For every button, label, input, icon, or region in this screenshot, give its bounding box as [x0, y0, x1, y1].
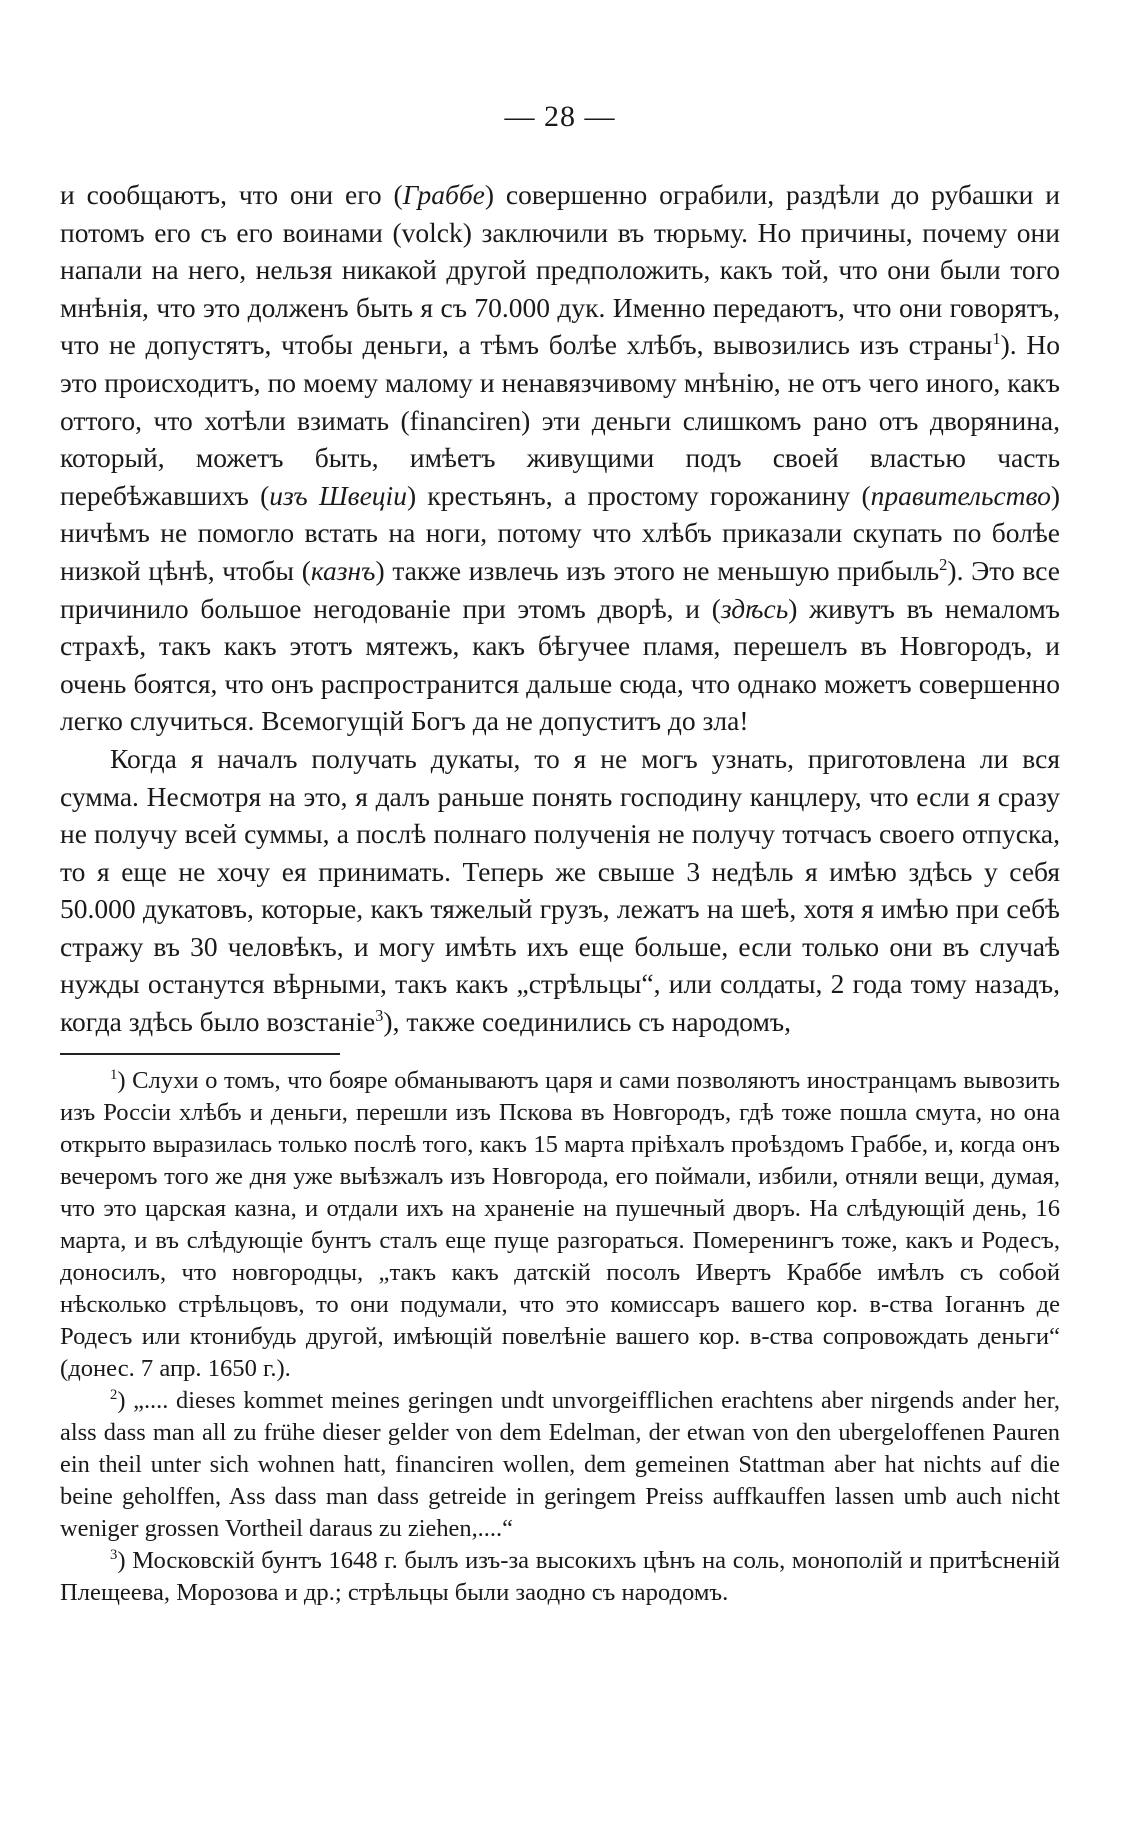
footnote-3 — [60, 1545, 1060, 1609]
footnote-mark: 1 — [110, 1066, 118, 1083]
page-number: — 28 — — [504, 100, 616, 133]
text-run: ). Но это происходитъ, по моему малому и ненавязчивому мнѣнію, не отъ чего иного, какъ оттого, что хотѣли взимать (financiren) эти деньги слишкомъ рано отъ дворянина, который, можетъ быть, имѣетъ живущими подъ своей властью часть перебѣжавшихъ ( — [60, 329, 1060, 511]
text-run: ) крестьянъ, а простому горожанину ( — [406, 479, 871, 511]
main-text — [60, 176, 1060, 1041]
footnote-divider — [60, 1053, 340, 1055]
footnote-ref-3: 3 — [375, 1005, 384, 1025]
footnote-mark: 2 — [110, 1386, 118, 1403]
footnote-mark: 3 — [110, 1546, 118, 1563]
text-run: ). Это все причинило большое негодованіе при этомъ дворѣ, и ( — [60, 554, 1060, 624]
text-run: ) также извлечь изъ этого не меньшую прибыль — [375, 554, 940, 586]
paragraph-2 — [60, 740, 1060, 1041]
text-run: ), также соединились съ народомъ, — [383, 1006, 791, 1038]
footnote-ref-1: 1 — [992, 329, 1001, 349]
book-page — [60, 100, 1060, 1609]
text-run: ) ничѣмъ не помогло встать на ноги, потому что хлѣбъ приказали скупать по болѣе низкой цѣнѣ, чтобы ( — [60, 479, 1061, 586]
italic-run: Граббе — [402, 179, 485, 210]
footnote-text: ) Слухи о томъ, что бояре обманываютъ царя и сами позволяютъ иностранцамъ вывозить изъ Россіи хлѣбъ и деньги, перешли изъ Пскова въ Новгородъ, гдѣ тоже пошла смута, но она открыто выразилась только послѣ того, какъ 15 марта пріѣхалъ проѣздомъ Граббе, и, когда онъ вечеромъ того же дня уже выѣзжалъ изъ Новгорода, его поймали, избили, отняли вещи, думая, что это царская казна, и отдали ихъ на храненіе на пушечный дворъ. На слѣдующій день, 16 марта, и въ слѣдующіе бунтъ сталъ еще пуще разгораться. Померенингъ тоже, какъ и Родесъ, доносилъ, что новгородцы, „такъ какъ датскій посолъ Ивертъ Краббе имѣлъ съ собой нѣсколько стрѣльцовъ, то они подумали, что это комиссаръ вашего кор. в-ства Іоганнъ де Родесъ или ктонибудь другой, имѣющій повелѣніе вашего кор. в-ства сопровождать деньги“ (донес. 7 апр. 1650 г.). — [60, 1066, 1060, 1382]
footnote-text: ) Московскій бунтъ 1648 г. былъ изъ-за высокихъ цѣнъ на соль, монополій и притѣсненій Плещеева, Морозова и др.; стрѣльцы были заодно съ народомъ. — [60, 1546, 1060, 1606]
footnote-1 — [60, 1065, 1060, 1385]
italic-run: правительство — [870, 479, 1051, 511]
footnote-ref-2: 2 — [939, 554, 948, 574]
paragraph-1 — [60, 176, 1060, 740]
italic-run: изъ Швеціи — [269, 479, 407, 511]
text-run: и сообщаютъ, что они его ( — [60, 179, 403, 210]
text-run: ) совершенно ограбили, раздѣли до рубашки и потомъ его съ его воинами (volck) заключили въ тюрьму. Но причины, почему они напали на него, нельзя никакой другой предположить, какъ той, что они были того мнѣнія, что это долженъ быть я съ 70.000 дук. Именно передаютъ, что они говорятъ, что не допустятъ, чтобы деньги, а тѣмъ болѣе хлѣбъ, вывозились изъ страны — [60, 179, 1060, 361]
footnote-2 — [60, 1385, 1060, 1545]
text-run: ) живутъ въ немаломъ страхѣ, такъ какъ этотъ мятежъ, какъ бѣгучее пламя, перешелъ въ Новгородъ, и очень боятся, что онъ распространится дальше сюда, что однако можетъ совершенно легко случиться. Всемогущій Богъ да не допуститъ до зла! — [60, 592, 1060, 737]
footnote-text: ) „.... dieses kommet meines geringen undt unvorgeifflichen erachtens aber nirgends ander her, alss dass man all zu frühe dieser gelder von dem Edelman, der etwan von den ubergeloffenen Pauren ein theil unter sich wohnen hatt, financiren wollen, dem gemeinen Stattman aber hat nichts auf die beine geholffen, Ass dass man dass getreide in geringem Preiss auffkauffen lassen umb auch nicht weniger grossen Vortheil daraus zu ziehen,....“ — [60, 1386, 1060, 1542]
italic-run: казнъ — [310, 554, 376, 586]
text-run: Когда я началъ получать дукаты, то я не могъ узнать, приготовлена ли вся сумма. Несмотря на это, я далъ раньше понять господину канцлеру, что если я сразу не получу всей суммы, а послѣ полнаго полученія не получу тотчасъ своего отпуска, то я еще не хочу ея принимать. Теперь же свыше 3 недѣль я имѣю здѣсь у себя 50.000 дукатовъ, которые, какъ тяжелый грузъ, лежатъ на шеѣ, хотя я имѣю при себѣ стражу въ 30 человѣкъ, и могу имѣть ихъ еще больше, если только они въ случаѣ нужды останутся вѣрными, такъ какъ „стрѣльцы“, или солдаты, 2 года тому назадъ, когда здѣсь было возстаніе — [60, 742, 1060, 1038]
footnotes — [60, 1065, 1060, 1609]
italic-run: здѣсь — [720, 592, 789, 624]
